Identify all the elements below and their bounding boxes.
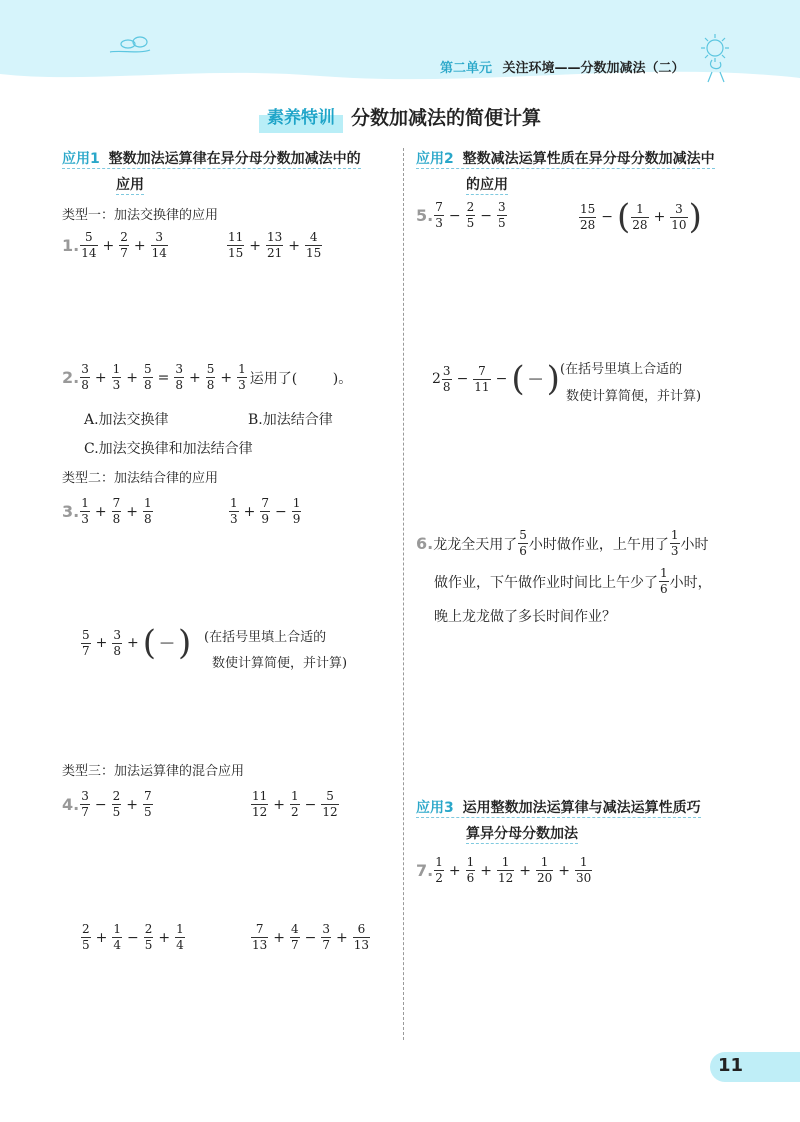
app2-text1: 整数减法运算性质在异分母分数加减法中 xyxy=(462,151,715,167)
operator: + xyxy=(653,209,666,225)
operator: + xyxy=(480,862,492,879)
fraction: $\frac{1}{9}$ xyxy=(292,496,301,526)
operator: + xyxy=(558,862,570,879)
unit-header xyxy=(440,57,685,76)
fraction: $\frac{5}{14}$ xyxy=(81,230,97,260)
unit-topic: 关注环境——分数加减法（二） xyxy=(502,61,685,76)
operator: + xyxy=(249,237,262,254)
operator: + xyxy=(94,503,107,520)
fraction: $\frac{3}{8}$ xyxy=(442,363,451,394)
fraction: $\frac{5}{8}$ xyxy=(206,362,215,392)
q3-expr1 xyxy=(62,496,154,527)
fraction: $\frac{3}{5}$ xyxy=(497,200,506,230)
operator: = xyxy=(157,369,170,386)
q7-expr xyxy=(416,855,593,886)
app3-tag: 应用3 xyxy=(416,800,454,816)
q6-text: 小时做作业，上午用了 xyxy=(528,536,669,553)
fraction: $\frac{7}{11}$ xyxy=(474,363,490,394)
operator: + xyxy=(126,369,138,386)
operator: − xyxy=(304,796,317,813)
right-paren: ) xyxy=(546,359,560,399)
title-badge: 素养特训 xyxy=(259,100,343,133)
fraction: $\frac{6}{13}$ xyxy=(353,922,370,952)
operator: − xyxy=(94,796,107,813)
q5-number: 5. xyxy=(416,206,434,225)
operator: − xyxy=(127,929,139,946)
app3-heading-cont xyxy=(466,823,578,844)
operator: + xyxy=(188,369,201,386)
operator: − xyxy=(456,371,469,387)
left-paren: ( xyxy=(617,197,631,237)
app1-text1: 整数加法运算律在异分母分数加减法中的 xyxy=(108,151,361,167)
q6-line2 xyxy=(434,566,712,597)
left-paren: ( xyxy=(511,359,525,399)
app2-tag: 应用2 xyxy=(416,151,454,167)
q2-expr xyxy=(62,362,352,393)
fraction: $\frac{2}{5}$ xyxy=(82,922,90,952)
answer-blank[interactable]: — xyxy=(160,635,175,651)
fraction: $\frac{7}{9}$ xyxy=(261,496,270,526)
q2-option-b[interactable]: B.加法结合律 xyxy=(248,412,333,428)
app1-heading-cont xyxy=(116,174,144,195)
q6-line3: 晚上龙龙做了多长时间作业？ xyxy=(434,609,616,625)
q6-text: 龙龙全天用了 xyxy=(433,536,518,553)
q4-expr2 xyxy=(250,789,340,820)
q4-expr3 xyxy=(80,922,186,953)
page-title xyxy=(0,100,800,133)
fraction: $\frac{2}{5}$ xyxy=(144,922,153,952)
q5-expr3 xyxy=(432,359,560,399)
app2-text2: 的应用 xyxy=(466,177,508,193)
fraction: $\frac{2}{5}$ xyxy=(466,200,475,230)
fraction: $\frac{1}{3}$ xyxy=(81,496,89,526)
fraction: $\frac{7}{5}$ xyxy=(143,789,152,819)
operator: + xyxy=(336,929,348,946)
operator: − xyxy=(275,503,287,520)
q5-note1: (在括号里填上合适的 xyxy=(560,362,683,377)
fraction: $\frac{1}{6}$ xyxy=(660,566,668,596)
unit-label: 第二单元 xyxy=(440,61,493,76)
app1-text2: 应用 xyxy=(116,177,144,193)
q2-number: 2. xyxy=(62,368,80,387)
q3-number: 3. xyxy=(62,502,80,521)
operator: − xyxy=(480,207,492,224)
fraction: $\frac{1}{2}$ xyxy=(291,789,299,819)
type1-label: 类型一：加法交换律的应用 xyxy=(62,208,219,223)
fraction: $\frac{1}{3}$ xyxy=(112,362,121,392)
q3-note2: 数使计算简便，并计算) xyxy=(212,656,348,671)
type2-label: 类型二：加法结合律的应用 xyxy=(62,471,219,486)
fraction: $\frac{1}{2}$ xyxy=(435,855,443,885)
fraction: $\frac{3}{7}$ xyxy=(322,922,331,952)
operator: + xyxy=(127,635,139,651)
fraction: $\frac{4}{7}$ xyxy=(291,922,299,952)
operator: + xyxy=(133,237,146,254)
fraction: $\frac{7}{3}$ xyxy=(435,200,443,230)
q5-note2: 数使计算简便，并计算) xyxy=(566,389,702,404)
q6-text: 小时 xyxy=(680,536,709,553)
title-main: 分数加减法的简便计算 xyxy=(350,107,541,129)
fraction: $\frac{1}{4}$ xyxy=(176,922,184,952)
app2-heading xyxy=(416,148,715,169)
type3-label: 类型三：加法运算律的混合应用 xyxy=(62,764,245,779)
operator: + xyxy=(102,237,115,254)
fraction: $\frac{2}{7}$ xyxy=(120,230,128,260)
fraction: $\frac{3}{8}$ xyxy=(113,627,122,658)
fraction: $\frac{1}{30}$ xyxy=(576,855,592,885)
fraction: $\frac{4}{15}$ xyxy=(306,230,322,260)
q5-expr2 xyxy=(578,197,702,237)
operator: + xyxy=(126,503,138,520)
page-number: 11 xyxy=(718,1055,744,1076)
operator: + xyxy=(273,796,286,813)
q6-text: 做作业，下午做作业时间比上午少了 xyxy=(434,574,658,591)
right-paren: ) xyxy=(688,197,702,237)
q2-option-c[interactable]: C.加法交换律和加法结合律 xyxy=(84,441,253,457)
app3-heading xyxy=(416,797,701,818)
operator: + xyxy=(158,929,171,946)
operator: + xyxy=(95,635,108,651)
fraction: $\frac{1}{3}$ xyxy=(230,496,238,526)
fraction: $\frac{1}{8}$ xyxy=(143,496,152,526)
app3-text1: 运用整数加法运算律与减法运算性质巧 xyxy=(462,800,701,816)
q3-note1: (在括号里填上合适的 xyxy=(204,630,327,645)
operator: + xyxy=(448,862,461,879)
q4-expr4 xyxy=(250,922,371,953)
operator: + xyxy=(220,369,233,386)
fraction: $\frac{5}{12}$ xyxy=(322,789,338,819)
fraction: $\frac{3}{14}$ xyxy=(151,230,167,260)
fraction: $\frac{3}{8}$ xyxy=(175,362,183,392)
fraction: $\frac{7}{13}$ xyxy=(252,922,268,952)
mixed-whole: 2 xyxy=(432,371,441,387)
fraction: $\frac{3}{10}$ xyxy=(671,201,687,232)
q1-expr1 xyxy=(62,230,169,261)
q1-number: 1. xyxy=(62,236,80,255)
q6-line1 xyxy=(416,528,709,559)
operator: − xyxy=(448,207,461,224)
q6-text: 小时， xyxy=(669,574,712,591)
q1-expr2 xyxy=(226,230,323,261)
right-paren: ) xyxy=(178,623,192,663)
q2-tail: 运用了( )。 xyxy=(249,370,353,387)
q6-number: 6. xyxy=(416,534,434,553)
q4-number: 4. xyxy=(62,795,80,814)
q7-number: 7. xyxy=(416,861,434,880)
operator: + xyxy=(95,929,108,946)
answer-blank[interactable]: — xyxy=(528,371,543,387)
q5-expr1 xyxy=(416,200,508,231)
app3-text2: 算异分母分数加法 xyxy=(466,826,578,842)
app1-heading xyxy=(62,148,361,169)
q3-expr3 xyxy=(80,623,192,663)
fraction: $\frac{3}{7}$ xyxy=(81,789,89,819)
operator: + xyxy=(243,503,256,520)
fraction: $\frac{13}{21}$ xyxy=(267,230,283,260)
operator: + xyxy=(288,237,301,254)
operator: + xyxy=(126,796,138,813)
app2-heading-cont xyxy=(466,174,508,195)
fraction: $\frac{5}{8}$ xyxy=(143,362,152,392)
fraction: $\frac{1}{4}$ xyxy=(113,922,122,952)
app1-tag: 应用1 xyxy=(62,151,100,167)
operator: − xyxy=(601,209,614,225)
fraction: $\frac{1}{3}$ xyxy=(238,362,246,392)
operator: + xyxy=(273,929,286,946)
fraction: $\frac{1}{3}$ xyxy=(670,528,679,558)
fraction: $\frac{1}{20}$ xyxy=(536,855,553,885)
fraction: $\frac{15}{28}$ xyxy=(580,201,596,232)
operator: + xyxy=(519,862,531,879)
q3-expr2 xyxy=(228,496,302,527)
fraction: $\frac{5}{7}$ xyxy=(82,627,90,658)
fraction: $\frac{2}{5}$ xyxy=(112,789,121,819)
operator: − xyxy=(495,371,508,387)
fraction: $\frac{5}{6}$ xyxy=(519,528,527,558)
fraction: $\frac{1}{6}$ xyxy=(466,855,475,885)
fraction: $\frac{1}{28}$ xyxy=(632,201,648,232)
column-divider xyxy=(403,148,404,1040)
fraction: $\frac{1}{12}$ xyxy=(497,855,514,885)
fraction: $\frac{11}{12}$ xyxy=(252,789,268,819)
q4-expr1 xyxy=(62,789,154,820)
fraction: $\frac{7}{8}$ xyxy=(112,496,121,526)
q2-option-a[interactable]: A.加法交换律 xyxy=(84,412,169,428)
left-paren: ( xyxy=(142,623,157,663)
operator: + xyxy=(94,369,107,386)
fraction: $\frac{3}{8}$ xyxy=(81,362,89,392)
fraction: $\frac{11}{15}$ xyxy=(228,230,244,260)
operator: − xyxy=(304,929,317,946)
